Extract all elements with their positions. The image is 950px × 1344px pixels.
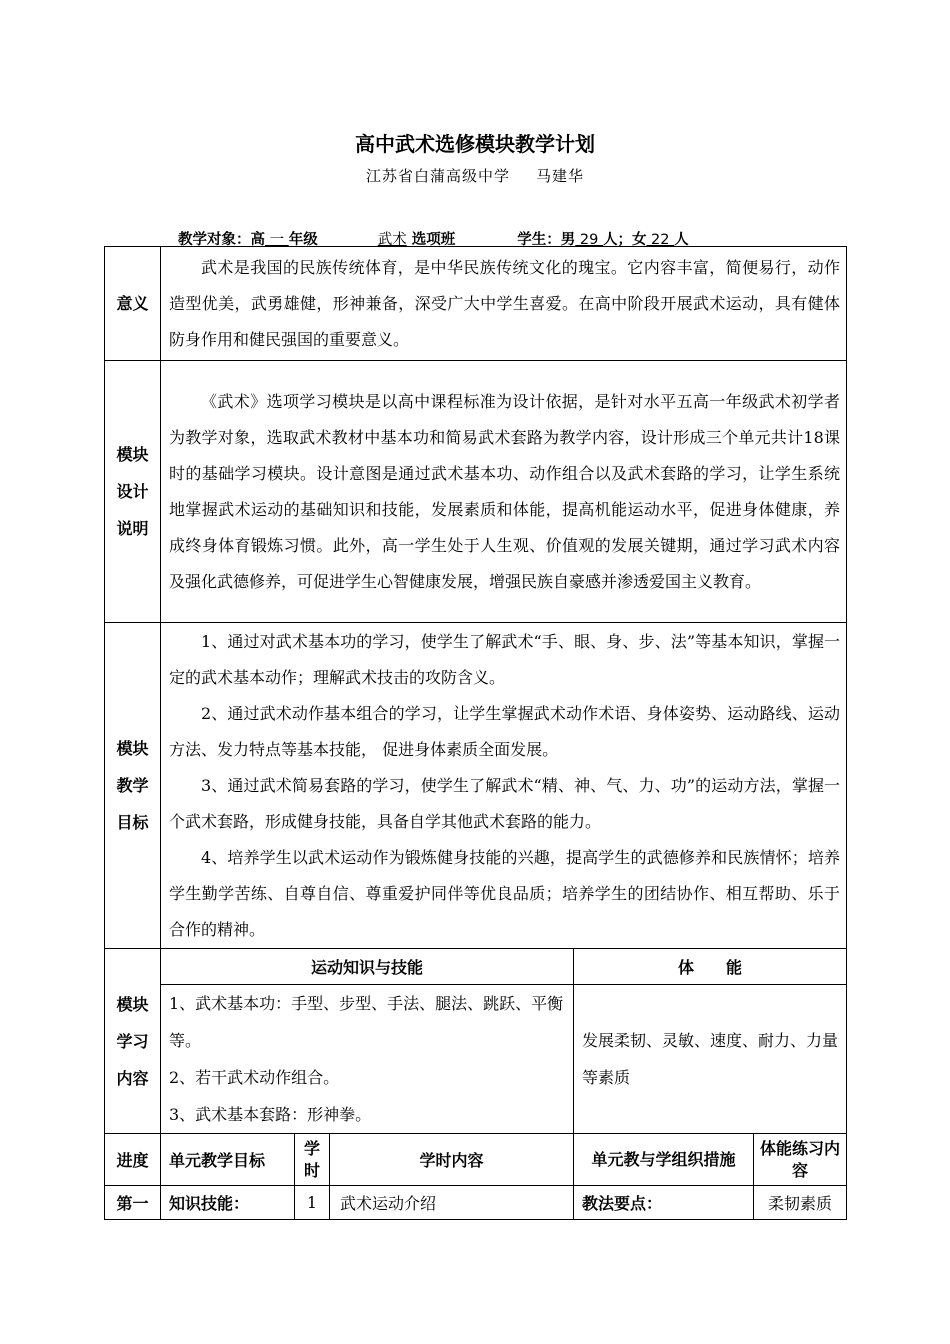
skills-header: 运动知识与技能: [161, 949, 574, 985]
goals-text: [161, 623, 847, 949]
fitness-header: 体 能: [574, 949, 847, 985]
fitness-practice-cell: 柔韧素质: [754, 1186, 847, 1220]
fitness-practice-header: 体能练习内容: [754, 1134, 847, 1186]
boys-count: 29: [575, 232, 603, 248]
document-title: 高中武术选修模块教学计划: [355, 132, 595, 156]
document-subtitle: [0, 165, 950, 186]
goal-item: 1、通过对武术基本功的学习，使学生了解武术“手、眼、身、步、法”等基本知识，掌握一定的武术基本动作；理解武术技击的攻防含义。: [169, 631, 841, 687]
skill-item: 3、武术基本套路：形神拳。: [169, 1105, 372, 1124]
design-row: [105, 361, 847, 623]
hours-cell: 1: [295, 1186, 330, 1220]
schedule-header-row: [105, 1134, 847, 1186]
measures-header: 单元教与学组织措施: [574, 1134, 754, 1186]
boys-unit: 人；女: [602, 232, 647, 248]
skill-item: 1、武术基本功：手型、步型、手法、腿法、跳跃、平衡等。: [169, 994, 564, 1050]
target-label: 教学对象：高: [178, 232, 265, 248]
measures-cell: 教法要点：: [574, 1186, 754, 1220]
class-type-b: 选项班: [411, 232, 456, 248]
author-name: 马建华: [536, 167, 585, 185]
progress-cell: 第一: [105, 1186, 161, 1220]
grade-suffix: 年级: [288, 232, 318, 248]
design-text: 《武术》选项学习模块是以高中课程标准为设计依据，是针对水平五高一年级武术初学者为教学对象，选取武术教材中基本功和简易武术套路为教学内容，设计形成三个单元共计18课时的基础学习模块。设计意图是通过武术基本功、动作组合以及武术套路的学习，让学生系统地掌握武术运动的基础知识和技能，发展素质和体能，提高机能运动水平，促进身体健康，养成终身体育锻炼习惯。此外，高一学生处于人生观、价值观的发展关键期，通过学习武术内容及强化武德修养，可促进学生心智健康发展，增强民族自豪感并渗透爱国主义教育。: [161, 361, 847, 623]
skills-list: [161, 985, 574, 1134]
grade-value: 一: [265, 232, 289, 248]
goal-item: 4、培养学生以武术运动作为锻炼健身技能的兴趣，提高学生的武德修养和民族情怀；培养学生勤学苦练、自尊自信、尊重爱护同伴等优良品质；培养学生的团结协作、相互帮助、乐于合作的精神。: [169, 847, 841, 939]
lesson-cell: 武术运动介绍: [330, 1186, 574, 1220]
content-label: 模块 学习 内容: [105, 949, 161, 1134]
class-type-a: 武术: [377, 232, 407, 248]
unit-goal-cell: 知识技能：: [161, 1186, 295, 1220]
fitness-text: 发展柔韧、灵敏、速度、耐力、力量等素质: [574, 985, 847, 1134]
lesson-header: 学时内容: [330, 1134, 574, 1186]
design-label: 模块 设计 说明: [105, 361, 161, 623]
progress-header: 进度: [105, 1134, 161, 1186]
schedule-row: [105, 1186, 847, 1220]
girls-unit: 人: [674, 232, 689, 248]
school-name: 江苏省白蒲高级中学: [365, 167, 510, 185]
goals-row: [105, 623, 847, 949]
goals-label: 模块 教学 目标: [105, 623, 161, 949]
meaning-row: [105, 247, 847, 361]
meaning-label: 意义: [105, 247, 161, 361]
girls-count: 22: [646, 232, 675, 248]
students-label: 学生：男: [517, 232, 576, 248]
teaching-plan-table: [104, 246, 847, 1220]
goal-item: 3、通过武术简易套路的学习，使学生了解武术“精、神、气、力、功”的运动方法，掌握一个武术套路，形成健身技能，具备自学其他武术套路的能力。: [169, 775, 841, 831]
meaning-text: 武术是我国的民族传统体育，是中华民族传统文化的瑰宝。它内容丰富，简便易行，动作造型优美，武勇雄健，形神兼备，深受广大中学生喜爱。在高中阶段开展武术运动，具有健体防身作用和健民强国的重要意义。: [161, 247, 847, 361]
hours-header: 学时: [295, 1134, 330, 1186]
unit-goal-header: 单元教学目标: [161, 1134, 295, 1186]
content-header-row: [105, 949, 847, 985]
content-body-row: [105, 985, 847, 1134]
goal-item: 2、通过武术动作基本组合的学习，让学生掌握武术动作术语、身体姿势、运动路线、运动方法、发力特点等基本技能， 促进身体素质全面发展。: [169, 703, 841, 759]
skill-item: 2、若干武术动作组合。: [169, 1068, 340, 1087]
